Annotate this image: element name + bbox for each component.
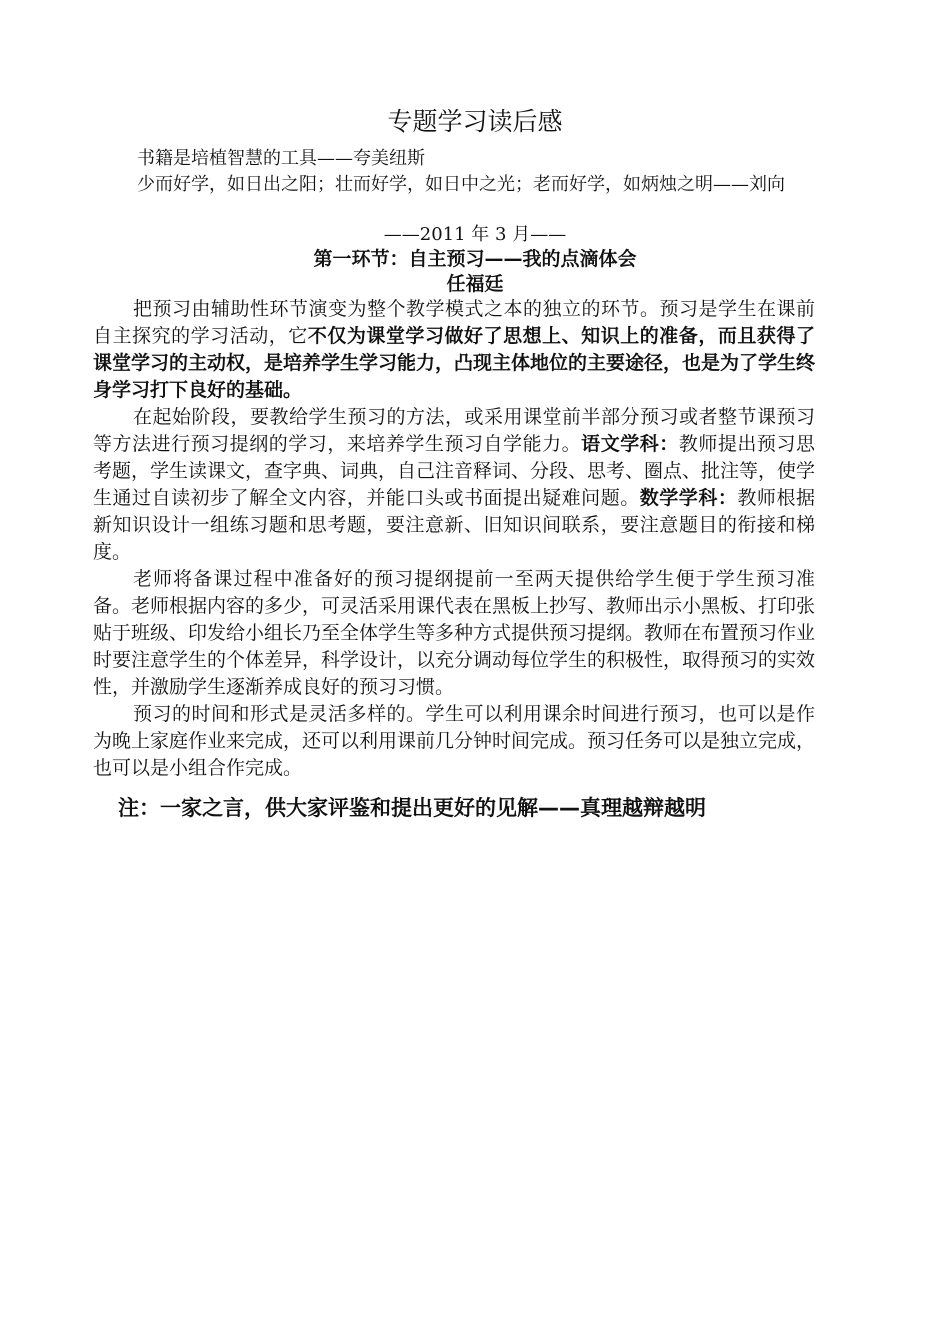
math-subject-label: 数学学科： xyxy=(639,487,738,509)
paragraph-4 xyxy=(93,701,815,782)
paragraph-1-bold: 不仅为课堂学习做好了思想上、知识上的准备，而且获得了课堂学习的主动权，是培养学生学习能力，凸现主体地位的主要途径，也是为了学生终身学习打下良好的基础。 xyxy=(93,325,816,401)
section-title: 第一环节：自主预习——我的点滴体会 xyxy=(313,248,637,270)
document-title: 专题学习读后感 xyxy=(387,107,563,136)
author-name: 任福廷 xyxy=(446,273,504,295)
document-date: ——2011 年 3 月—— xyxy=(383,224,567,245)
paragraph-3 xyxy=(93,566,815,701)
chinese-subject-label: 语文学科： xyxy=(581,433,679,455)
quote-1: 书籍是培植智慧的工具——夸美纽斯 xyxy=(137,148,425,169)
paragraph-2-text-c: 教师根据新知识设计一组练习题和思考题，要注意新、旧知识间联系，要注意题目的衔接和梯度。 xyxy=(93,487,815,563)
paragraph-1-text: 把预习由辅助性环节演变为整个教学模式之本的独立的环节。预习是学生在课前自主探究的学习活动，它 xyxy=(93,298,815,347)
paragraph-4-text: 预习的时间和形式是灵活多样的。学生可以利用课余时间进行预习，也可以是作为晚上家庭作业来完成，还可以利用课前几分钟时间完成。预习任务可以是独立完成，也可以是小组合作完成。 xyxy=(93,703,816,779)
paragraph-1 xyxy=(93,296,815,404)
paragraph-2-text-a: 在起始阶段，要教给学生预习的方法，或采用课堂前半部分预习或者整节课预习等方法进行预习提纲的学习，来培养学生预习自学能力。 xyxy=(93,406,815,455)
paragraph-2-text-b: 教师提出预习思考题，学生读课文，查字典、词典，自己注音释词、分段、思考、圈点、批注等，使学生通过自读初步了解全文内容，并能口头或书面提出疑难问题。 xyxy=(93,433,816,509)
paragraph-3-text: 老师将备课过程中准备好的预习提纲提前一至两天提供给学生便于学生预习准备。老师根据内容的多少，可灵活采用课代表在黑板上抄写、教师出示小黑板、打印张贴于班级、印发给小组长乃至全体学生等多种方式提供预习提纲。教师在布置预习作业时要注意学生的个体差异，科学设计，以充分调动每位学生的积极性，取得预习的实效性，并激励学生逐渐养成良好的预习习惯。 xyxy=(93,568,816,698)
closing-note: 注：一家之言，供大家评鉴和提出更好的见解——真理越辩越明 xyxy=(118,796,706,820)
paragraph-2 xyxy=(93,404,815,566)
body-text xyxy=(93,296,815,782)
quote-2: 少而好学，如日出之阳；壮而好学，如日中之光；老而好学，如炳烛之明——刘向 xyxy=(137,174,785,195)
